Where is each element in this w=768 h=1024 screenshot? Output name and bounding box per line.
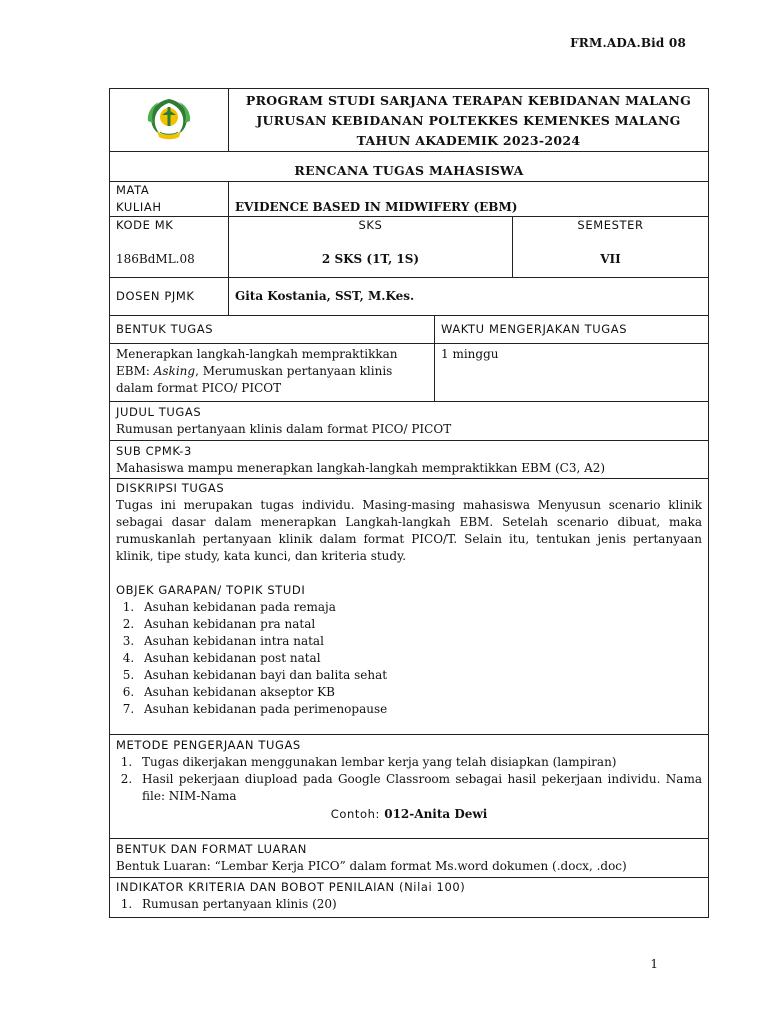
- metode-example-label: Contoh:: [330, 807, 385, 821]
- waktu-value: 1 minggu: [435, 344, 709, 402]
- mata-kuliah-label-line-1: MATA: [116, 183, 150, 197]
- dosen-value: Gita Kostania, SST, M.Kes.: [229, 278, 709, 316]
- semester-cell: [513, 217, 709, 278]
- objek-item: 2. Asuhan kebidanan pra natal: [138, 616, 702, 633]
- kode-mk-value: 186BdML.08: [116, 252, 195, 266]
- objek-item: 3. Asuhan kebidanan intra natal: [138, 633, 702, 650]
- institution-header: [229, 89, 709, 152]
- sks-label: SKS: [358, 218, 383, 232]
- bentuk-tugas-value: [110, 344, 435, 402]
- indikator-label: INDIKATOR KRITERIA DAN BOBOT PENILAIAN (Nilai 100): [116, 880, 466, 894]
- luaran-label: BENTUK DAN FORMAT LUARAN: [116, 842, 307, 856]
- header-line-3: TAHUN AKADEMIK 2023-2024: [356, 133, 581, 148]
- objek-item: 7. Asuhan kebidanan pada perimenopause: [138, 701, 702, 718]
- sks-cell: [229, 217, 513, 278]
- assignment-plan-table: [109, 88, 709, 918]
- metode-example-value: 012-Anita Dewi: [384, 807, 488, 821]
- judul-cell: [110, 402, 709, 441]
- deskripsi-text: Tugas ini merupakan tugas individu. Masing-masing mahasiswa Menyusun scenario klinik sebagai dasar dalam menerapkan Langkah-langkah EBM. Setelah scenario dibuat, maka rumuskanlah pertanyaan klinik dalam format PICO/T. Selain itu, tentukan jenis pertanyaan klinik, tipe study, kata kunci, dan kriteria study.: [116, 498, 702, 563]
- judul-value: Rumusan pertanyaan klinis dalam format PICO/ PICOT: [116, 422, 452, 436]
- luaran-value: Bentuk Luaran: “Lembar Kerja PICO” dalam format Ms.word dokumen (.docx, .doc): [116, 859, 627, 873]
- objek-list: [116, 599, 702, 718]
- semester-label: SEMESTER: [577, 218, 644, 232]
- kode-mk-label: KODE MK: [116, 218, 174, 232]
- poltekkes-logo-icon: [144, 95, 194, 141]
- mata-kuliah-label-line-2: KULIAH: [116, 200, 162, 214]
- sub-cpmk-cell: [110, 441, 709, 479]
- waktu-label: WAKTU MENGERJAKAN TUGAS: [435, 316, 709, 344]
- judul-label: JUDUL TUGAS: [116, 405, 202, 419]
- deskripsi-cell: [110, 479, 709, 735]
- indikator-cell: [110, 878, 709, 918]
- document-code: FRM.ADA.Bid 08: [570, 36, 686, 50]
- luaran-cell: [110, 839, 709, 878]
- bentuk-tugas-italic: Asking: [153, 364, 196, 378]
- objek-label: OBJEK GARAPAN/ TOPIK STUDI: [116, 583, 306, 597]
- indikator-list: [116, 896, 702, 913]
- header-line-2: JURUSAN KEBIDANAN POLTEKKES KEMENKES MALANG: [256, 113, 681, 128]
- indikator-item: 1. Rumusan pertanyaan klinis (20): [136, 896, 702, 913]
- objek-item: 6. Asuhan kebidanan akseptor KB: [138, 684, 702, 701]
- sub-cpmk-label: SUB CPMK-3: [116, 444, 192, 458]
- page-number: 1: [650, 957, 658, 971]
- metode-list: [116, 754, 702, 805]
- bentuk-tugas-label: BENTUK TUGAS: [110, 316, 435, 344]
- bentuk-tugas-text-1: Menerapkan langkah-langkah mempraktikkan EBM:: [116, 347, 398, 378]
- metode-item: 2. Hasil pekerjaan diupload pada Google Classroom sebagai hasil pekerjaan individu. Nama file: NIM-Nama: [136, 771, 702, 805]
- objek-item: 4. Asuhan kebidanan post natal: [138, 650, 702, 667]
- kode-mk-cell: [110, 217, 229, 278]
- mata-kuliah-value: EVIDENCE BASED IN MIDWIFERY (EBM): [229, 182, 709, 217]
- dosen-label: DOSEN PJMK: [110, 278, 229, 316]
- sub-cpmk-value: Mahasiswa mampu menerapkan langkah-langkah mempraktikkan EBM (C3, A2): [116, 461, 606, 475]
- metode-label: METODE PENGERJAAN TUGAS: [116, 738, 301, 752]
- sks-value: 2 SKS (1T, 1S): [321, 252, 420, 266]
- objek-item: 5. Asuhan kebidanan bayi dan balita sehat: [138, 667, 702, 684]
- deskripsi-label: DISKRIPSI TUGAS: [116, 481, 225, 495]
- header-line-1: PROGRAM STUDI SARJANA TERAPAN KEBIDANAN MALANG: [245, 93, 692, 108]
- objek-item: 1. Asuhan kebidanan pada remaja: [138, 599, 702, 616]
- mata-kuliah-label: [110, 182, 229, 217]
- metode-cell: [110, 735, 709, 839]
- logo-cell: [110, 89, 229, 152]
- metode-example: [116, 806, 702, 823]
- semester-value: VII: [600, 252, 621, 266]
- bentuk-tugas-text-2: , Merumuskan pertanyaan klinis dalam format PICO/ PICOT: [116, 364, 393, 395]
- metode-item: 1. Tugas dikerjakan menggunakan lembar kerja yang telah disiapkan (lampiran): [136, 754, 702, 771]
- form-title: RENCANA TUGAS MAHASISWA: [110, 152, 709, 182]
